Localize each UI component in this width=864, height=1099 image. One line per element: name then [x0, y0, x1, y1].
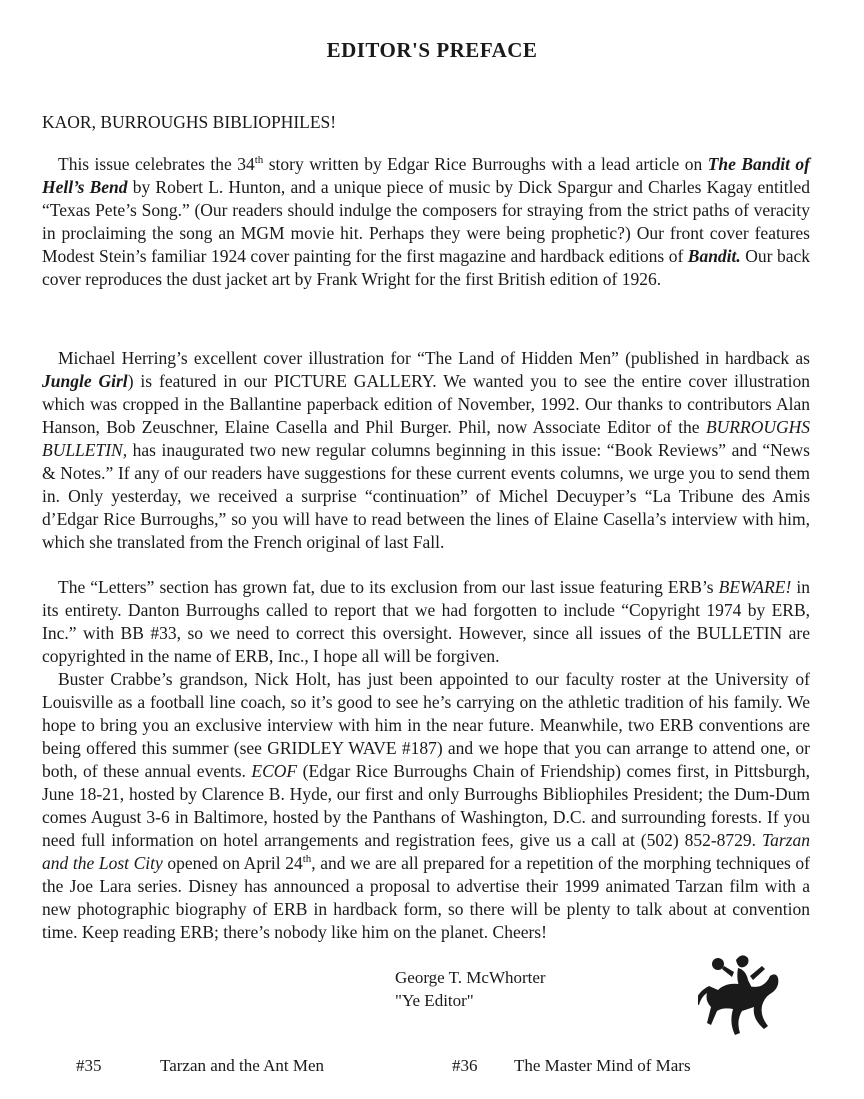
book-title: Jungle Girl	[42, 371, 128, 391]
ordinal-suffix: th	[302, 853, 312, 866]
signature-name: George T. McWhorter	[395, 968, 546, 987]
film-title: Tarzan and the Lost City	[42, 830, 810, 873]
event-title: ECOF	[251, 761, 298, 781]
text-run: (Edgar Rice Burroughs Chain of Friendship) comes first, in Pittsburgh, June 18-21, hosted by Clarence B. Hyde, our first and only Burroughs Bibliophiles President; the Dum-Dum comes August 3-6 in Baltimore, hosted by the Panthans of Washington, D.C. and surrounding forests. If you need full information on hotel arrangements and registration fees, give us a call at (502) 852-8729.	[42, 761, 810, 850]
text-run: opened on April 24	[162, 853, 303, 873]
paragraph-3	[42, 576, 810, 668]
page-title: EDITOR'S PREFACE	[326, 38, 538, 62]
text-run: This issue celebrates the 34	[58, 154, 255, 174]
salutation: KAOR, BURROUGHS BIBLIOPHILES!	[42, 112, 337, 132]
signature-title: "Ye Editor"	[395, 991, 474, 1010]
text-run: Michael Herring’s excellent cover illustration for “The Land of Hidden Men” (published in hardback as	[58, 348, 810, 368]
paragraph-1	[42, 153, 810, 291]
text-run: ) is featured in our PICTURE GALLERY. We wanted you to see the entire cover illustration which was cropped in the Ballantine paperback edition of November, 1992. Our thanks to contributors Alan Hanson, Bob Zeuschner, Elaine Casella and Phil Burger. Phil, now Associate Editor of the	[42, 371, 810, 437]
text-run: Our back cover reproduces the dust jacket art by Frank Wright for the first British edition of 1926.	[42, 246, 810, 289]
text-run: The “Letters” section has grown fat, due to its exclusion from our last issue featuring ERB’s	[58, 577, 719, 597]
paragraph-4	[42, 668, 810, 944]
book-title: Bandit.	[687, 246, 741, 266]
text-run: has inaugurated two new regular columns beginning in this issue: “Book Reviews” and “News & Notes.” If any of our readers have suggestions for these current events columns, we urge you to send them in. Only yesterday, we received a surprise “continuation” of Michel Decuyper’s “La Tribune des Amis d’Edgar Rice Burroughs,” so you will have to read between the lines of Elaine Casella’s interview with him, which she translated from the French original of last Fall.	[42, 440, 810, 552]
footer-issue-number: #36	[452, 1056, 478, 1075]
publication-title: BURROUGHS BULLETIN,	[42, 417, 810, 460]
text-run: by Robert L. Hunton, and a unique piece of music by Dick Spargur and Charles Kagay entitled “Texas Pete’s Song.” (Our readers should indulge the composers for straying from the strict paths of veracity in proclaiming the song an MGM movie hit. Perhaps they were being prophetic?) Our front cover features Modest Stein’s familiar 1924 cover painting for the first magazine and hardback editions of	[42, 177, 810, 266]
paragraph-2	[42, 347, 810, 554]
text-run: , and we are all prepared for a repetition of the morphing techniques of the Joe Lara series. Disney has announced a proposal to advertise their 1999 animated Tarzan film with a new photographic biography of ERB in hardback form, so there will be plenty to talk about at convention time. Keep reading ERB; there’s nobody like him on the planet. Cheers!	[42, 853, 810, 942]
text-run: in its entirety. Danton Burroughs called to report that we had forgotten to include “Copyright 1974 by ERB, Inc.” with BB #33, so we need to correct this oversight. However, since all issues of the BULLETIN are copyrighted in the name of ERB, Inc., I hope all will be forgiven.	[42, 577, 810, 666]
text-run: story written by Edgar Rice Burroughs with a lead article on	[263, 154, 708, 174]
book-title: BEWARE!	[718, 577, 792, 597]
footer-issue-title: The Master Mind of Mars	[514, 1056, 691, 1075]
footer-issue-number: #35	[76, 1056, 102, 1075]
footer-issue-title: Tarzan and the Ant Men	[160, 1056, 325, 1075]
book-title: The Bandit of Hell’s Bend	[42, 154, 810, 197]
ordinal-suffix: th	[254, 154, 264, 167]
rearing-horse-rider-icon	[698, 950, 786, 1046]
text-run: Buster Crabbe’s grandson, Nick Holt, has just been appointed to our faculty roster at the University of Louisville as a football line coach, so it’s good to see he’s carrying on the athletic tradition of his family. We hope to bring you an exclusive interview with him in the near future. Meanwhile, two ERB conventions are being offered this summer (see GRIDLEY WAVE #187) and we hope that you can arrange to attend one, or both, of these annual events.	[42, 669, 810, 781]
